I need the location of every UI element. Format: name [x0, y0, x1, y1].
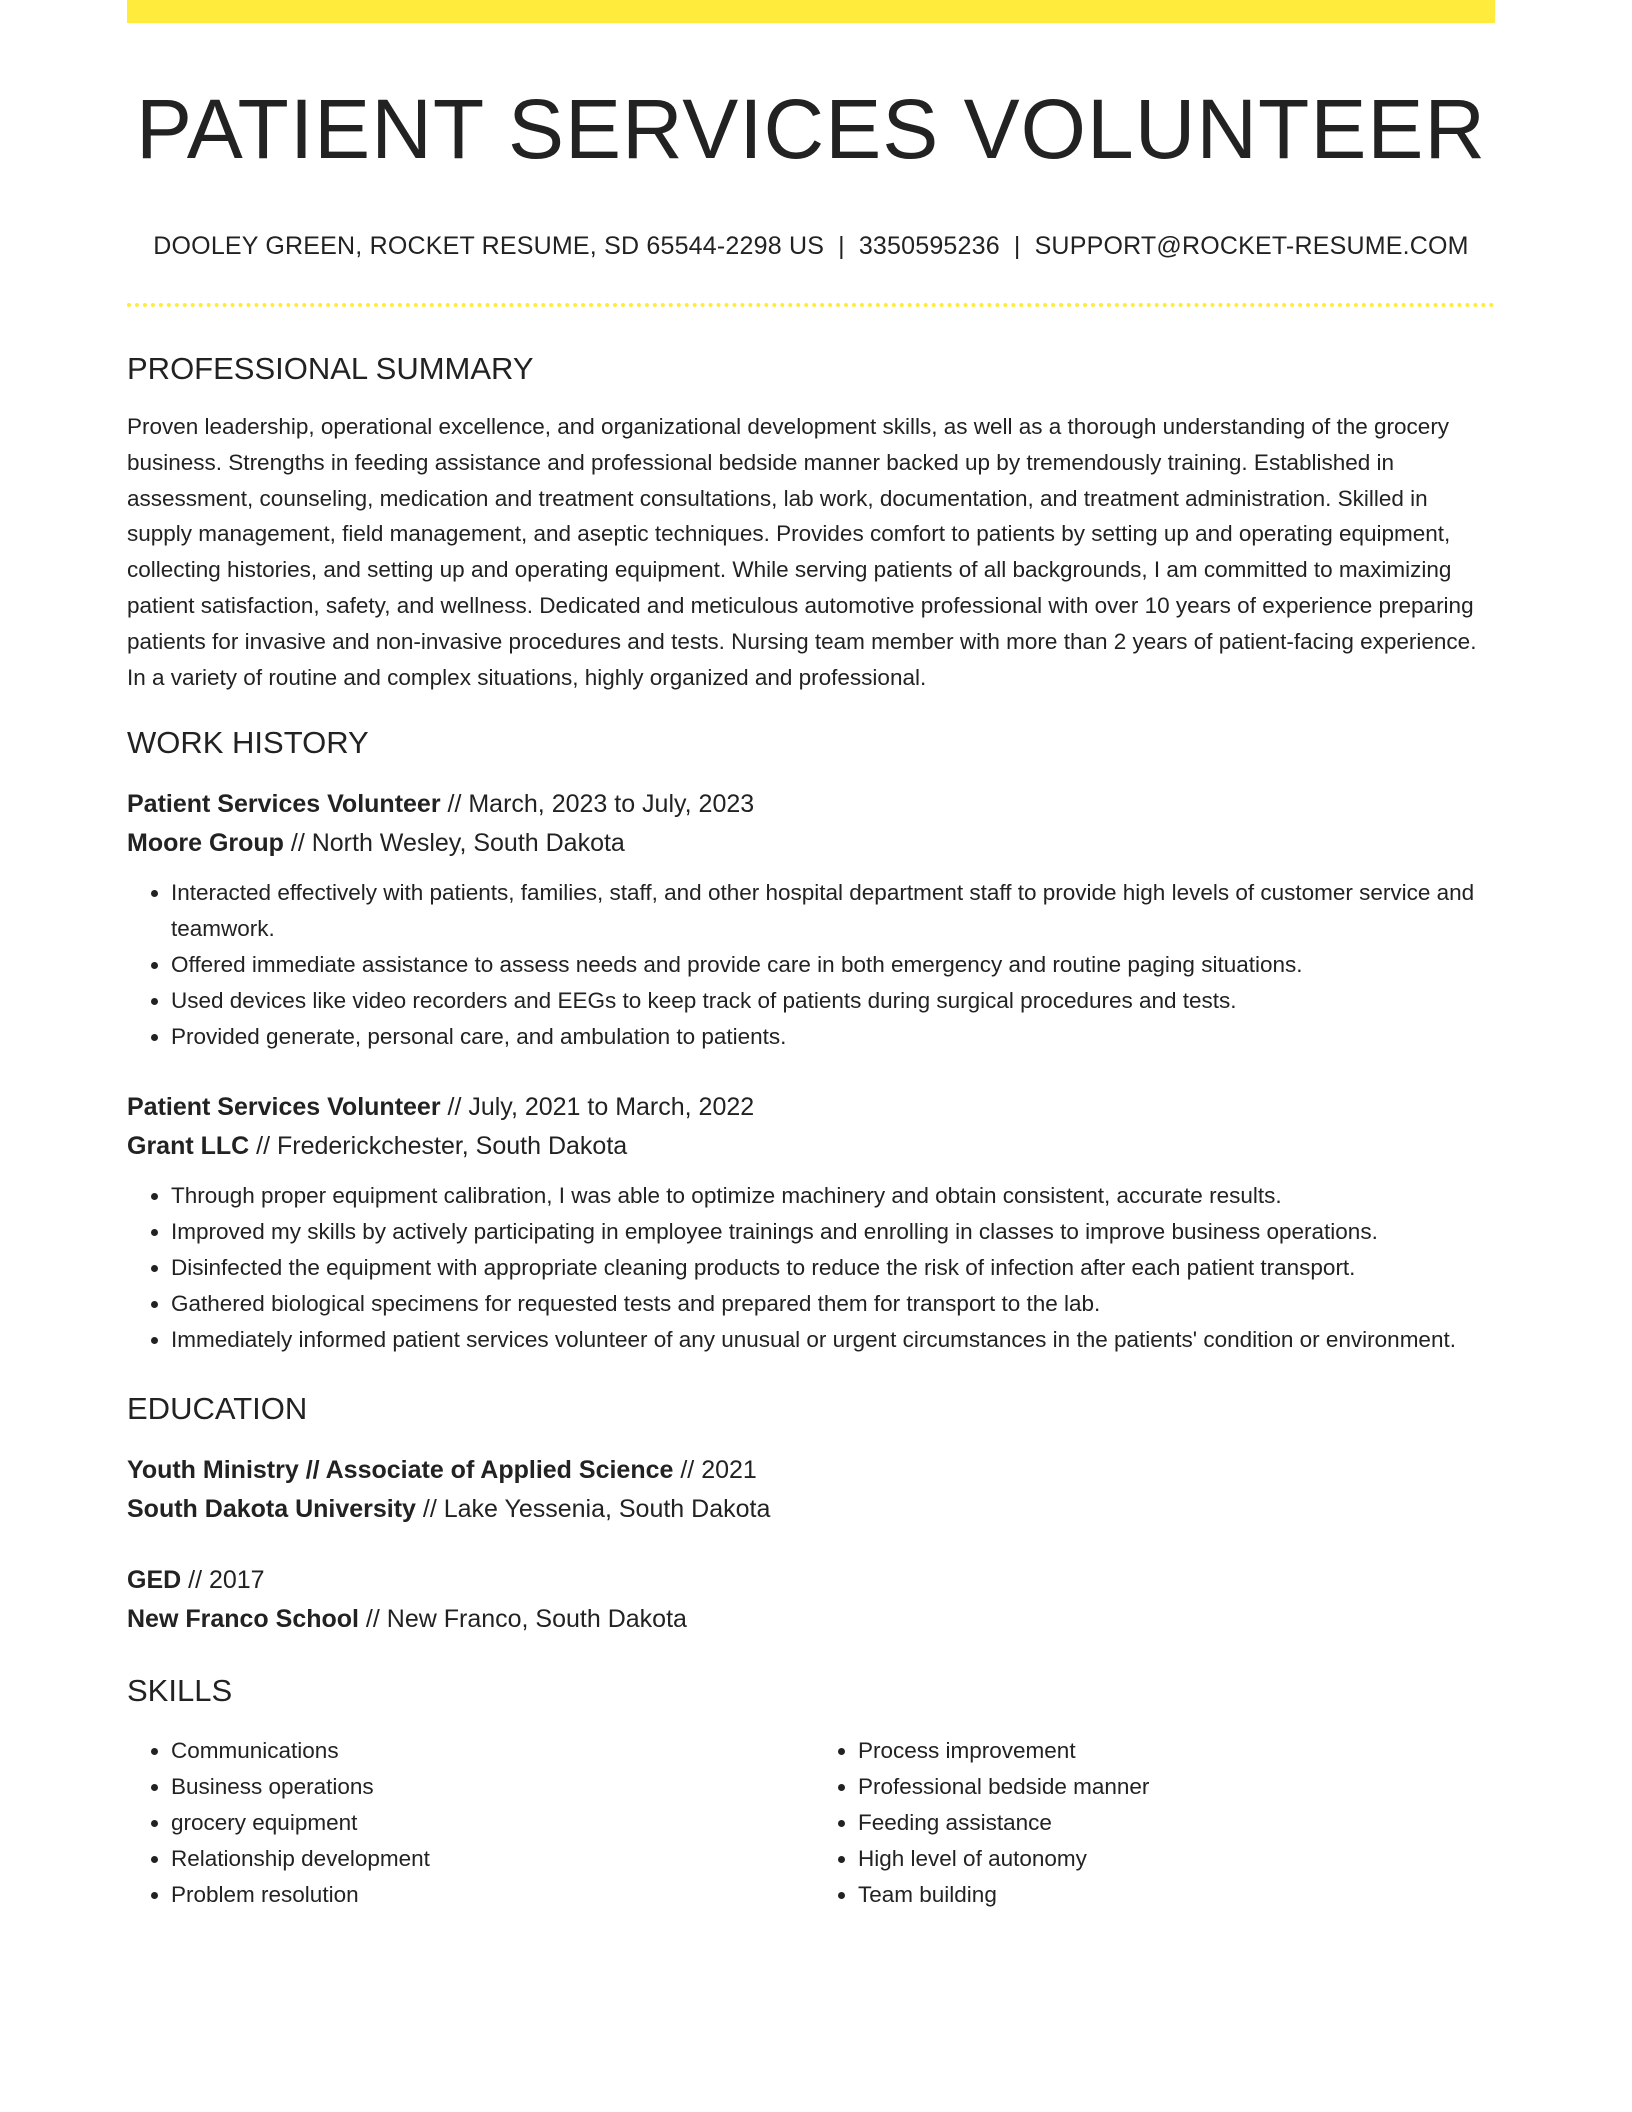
- job-title: Patient Services Volunteer: [127, 790, 441, 819]
- resume-title: PATIENT SERVICES VOLUNTEER: [135, 82, 1487, 176]
- education-location: // New Franco, South Dakota: [358, 1605, 687, 1634]
- education-school: South Dakota University: [127, 1495, 416, 1524]
- job-dates: // July, 2021 to March, 2022: [440, 1093, 755, 1122]
- summary-heading: PROFESSIONAL SUMMARY: [127, 351, 534, 386]
- contact-phone: 3350595236: [858, 232, 1000, 260]
- list-item: • Provided generate, personal care, and ambulation to patients.: [171, 1019, 1495, 1055]
- list-item: • Team building: [858, 1877, 1495, 1913]
- education-entry: [127, 1451, 1495, 1529]
- list-item: • Problem resolution: [171, 1877, 808, 1913]
- job-entry: [127, 1088, 1495, 1357]
- job-company-line: [127, 1127, 1495, 1166]
- list-item: • Professional bedside manner: [858, 1769, 1495, 1805]
- education-entry: [127, 1561, 1495, 1639]
- job-entry: [127, 785, 1495, 1054]
- education-location: // Lake Yessenia, South Dakota: [415, 1495, 771, 1524]
- education-year: // 2021: [673, 1456, 757, 1485]
- education-heading: EDUCATION: [127, 1391, 308, 1427]
- education-school: New Franco School: [127, 1605, 359, 1634]
- list-item: • Interacted effectively with patients, families, staff, and other hospital department staff to provide high levels of customer service and teamwork.: [171, 875, 1495, 947]
- list-item: • Disinfected the equipment with appropriate cleaning products to reduce the risk of infection after each patient transport.: [171, 1250, 1495, 1286]
- education-year: // 2017: [181, 1566, 265, 1595]
- list-item: • Gathered biological specimens for requested tests and prepared them for transport to the lab.: [171, 1286, 1495, 1322]
- contact-line: [127, 229, 1495, 263]
- job-company: Grant LLC: [127, 1132, 250, 1161]
- job-dates: // March, 2023 to July, 2023: [440, 790, 755, 819]
- education-school-line: [127, 1490, 1495, 1529]
- education-degree-line: [127, 1561, 1495, 1600]
- list-item: • Relationship development: [171, 1841, 808, 1877]
- job-bullets: [127, 875, 1495, 1054]
- education-degree: Youth Ministry // Associate of Applied Science: [127, 1456, 674, 1485]
- skills-right-list: [808, 1733, 1495, 1912]
- job-title: Patient Services Volunteer: [127, 1093, 441, 1122]
- education-degree: GED: [127, 1566, 182, 1595]
- dotted-divider: [127, 303, 1495, 307]
- list-item: • Through proper equipment calibration, I was able to optimize machinery and obtain consistent, accurate results.: [171, 1178, 1495, 1214]
- job-title-line: [127, 785, 1495, 824]
- list-item: • Improved my skills by actively participating in employee trainings and enrolling in classes to improve business operations.: [171, 1214, 1495, 1250]
- list-item: • Immediately informed patient services volunteer of any unusual or urgent circumstances in the patients' condition or environment.: [171, 1322, 1495, 1358]
- top-accent-bar: [127, 0, 1495, 23]
- list-item: • grocery equipment: [171, 1805, 808, 1841]
- education-school-line: [127, 1600, 1495, 1639]
- list-item: • Communications: [171, 1733, 808, 1769]
- contact-email: SUPPORT@ROCKET-RESUME.COM: [1034, 232, 1469, 260]
- job-bullets: [127, 1178, 1495, 1357]
- job-company: Moore Group: [127, 829, 284, 858]
- summary-text: Proven leadership, operational excellence, and organizational development skills, as well as a thorough understanding of the grocery business. Strengths in feeding assistance and professional bedside manner backed up by tremendously training. Established in assessment, counseling, medication and treatment consultations, lab work, documentation, and treatment administration. Skilled in supply management, field management, and aseptic techniques. Provides comfort to patients by setting up and operating equipment, collecting histories, and setting up and operating equipment. While serving patients of all backgrounds, I am committed to maximizing patient satisfaction, safety, and wellness. Dedicated and meticulous automotive professional with over 10 years of experience preparing patients for invasive and non-invasive procedures and tests. Nursing team member with more than 2 years of patient-facing experience. In a variety of routine and complex situations, highly organized and professional.: [127, 414, 1477, 690]
- job-title-line: [127, 1088, 1495, 1127]
- list-item: • High level of autonomy: [858, 1841, 1495, 1877]
- resume-page: [127, 0, 1495, 1912]
- list-item: • Offered immediate assistance to assess needs and provide care in both emergency and routine paging situations.: [171, 947, 1495, 983]
- job-location: // Frederickchester, South Dakota: [249, 1132, 628, 1161]
- skills-columns: [127, 1733, 1495, 1912]
- skills-heading: SKILLS: [127, 1673, 233, 1709]
- contact-separator: |: [1013, 232, 1021, 260]
- list-item: • Process improvement: [858, 1733, 1495, 1769]
- list-item: • Feeding assistance: [858, 1805, 1495, 1841]
- job-company-line: [127, 824, 1495, 863]
- list-item: • Used devices like video recorders and EEGs to keep track of patients during surgical procedures and tests.: [171, 983, 1495, 1019]
- work-history-heading: WORK HISTORY: [127, 725, 369, 761]
- contact-separator: |: [838, 232, 845, 260]
- job-location: // North Wesley, South Dakota: [283, 829, 625, 858]
- contact-address: DOOLEY GREEN, ROCKET RESUME, SD 65544-2298 US: [153, 232, 825, 260]
- skills-left-list: [127, 1733, 808, 1912]
- list-item: • Business operations: [171, 1769, 808, 1805]
- education-degree-line: [127, 1451, 1495, 1490]
